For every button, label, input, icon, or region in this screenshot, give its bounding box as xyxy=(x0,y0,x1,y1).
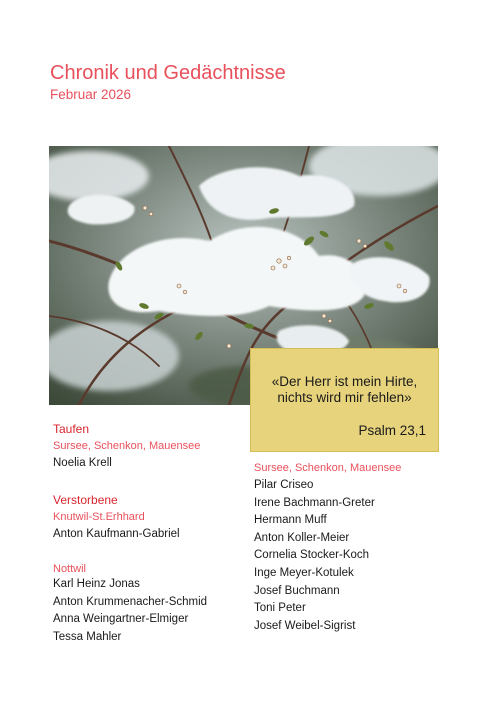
list-item: Anton Koller-Meier xyxy=(254,531,350,544)
location-knutwil: Knutwil-St.Erhhard xyxy=(53,511,145,523)
sursee-name-list xyxy=(254,477,375,635)
quote-line-2: nichts wird mir fehlen» xyxy=(277,390,412,405)
quote-line-1: «Der Herr ist mein Hirte, xyxy=(271,374,418,389)
list-item: Tessa Mahler xyxy=(53,630,122,643)
list-item: Toni Peter xyxy=(254,602,306,615)
taufen-location: Sursee, Schenkon, Mauensee xyxy=(53,440,201,452)
page-subtitle: Februar 2026 xyxy=(50,87,132,102)
page-title: Chronik und Gedächtnisse xyxy=(50,62,286,84)
list-item: Josef Buchmann xyxy=(254,584,340,597)
list-item: Karl Heinz Jonas xyxy=(53,578,140,590)
quote-box xyxy=(250,348,439,452)
list-item: Cornelia Stocker-Koch xyxy=(254,549,370,562)
quote-text xyxy=(251,374,438,406)
taufen-heading: Taufen xyxy=(53,422,90,436)
list-item: Hermann Muff xyxy=(254,514,327,527)
verstorbene-heading: Verstorbene xyxy=(53,493,118,507)
taufen-name: Noelia Krell xyxy=(53,457,112,469)
quote-reference: Psalm 23,1 xyxy=(358,423,426,438)
list-item: Pilar Criseo xyxy=(254,479,314,491)
list-item: Anna Weingartner-Elmiger xyxy=(53,613,189,626)
name-knutwil: Anton Kaufmann-Gabriel xyxy=(53,528,180,540)
list-item: Anton Krummenacher-Schmid xyxy=(53,595,208,608)
list-item: Inge Meyer-Kotulek xyxy=(254,566,354,579)
list-item: Josef Weibel-Sigrist xyxy=(254,619,356,632)
list-item: Irene Bachmann-Greter xyxy=(254,496,375,509)
location-sursee: Sursee, Schenkon, Mauensee xyxy=(254,462,402,474)
nottwil-name-list xyxy=(53,576,207,646)
location-nottwil: Nottwil xyxy=(53,563,87,575)
